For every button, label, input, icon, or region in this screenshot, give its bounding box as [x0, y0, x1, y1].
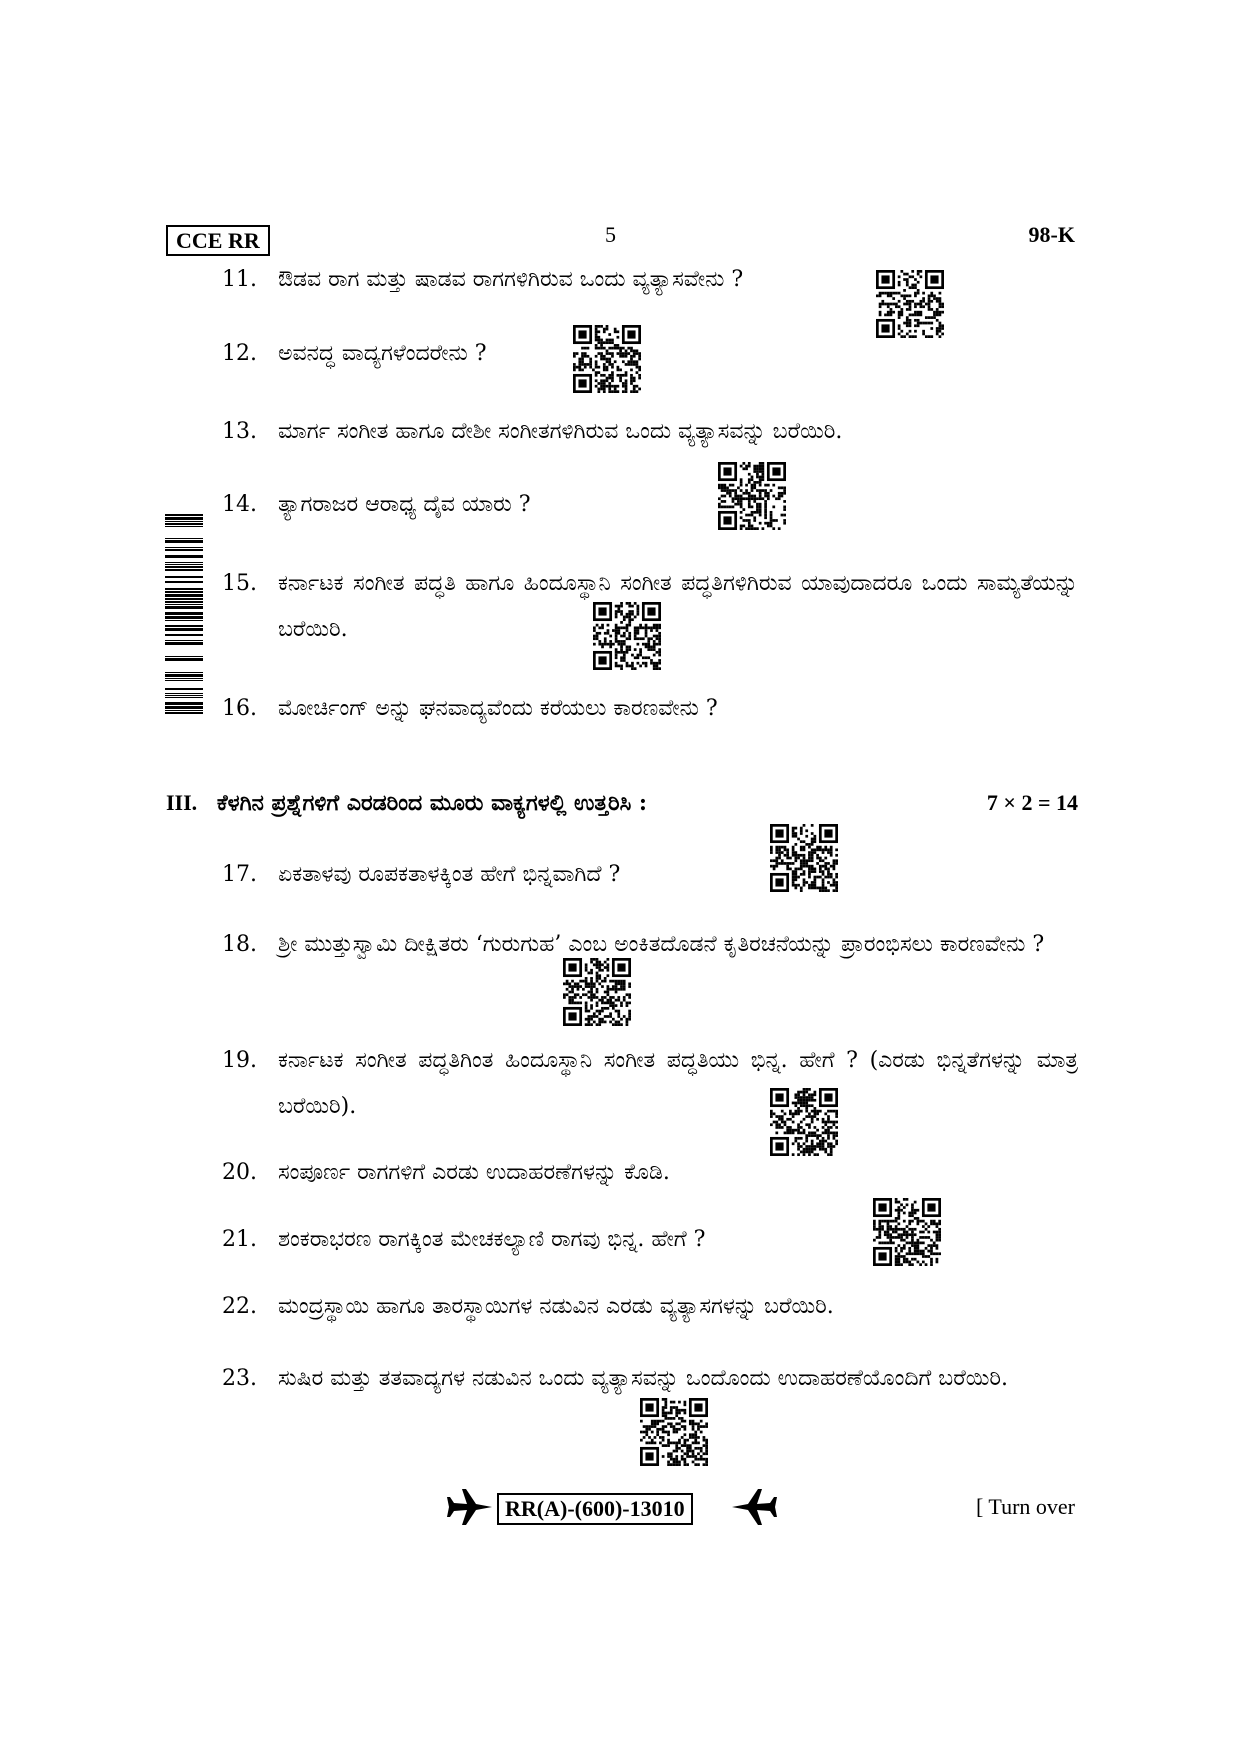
- airplane-right-icon: [730, 1487, 778, 1527]
- question-number: 15.: [222, 571, 257, 596]
- cce-rr-label: CCE RR: [166, 225, 270, 256]
- qr-code-icon: [563, 958, 631, 1026]
- question-11: [222, 257, 1078, 303]
- question-text: ಏಕತಾಳವು ರೂಪಕತಾಳಕ್ಕಿಂತ ಹೇಗೆ ಭಿನ್ನವಾಗಿದೆ ?: [278, 862, 621, 887]
- question-21: [222, 1217, 1078, 1263]
- question-number: 22.: [222, 1294, 257, 1319]
- question-number: 21.: [222, 1227, 257, 1252]
- question-text: ಕರ್ನಾಟಕ ಸಂಗೀತ ಪದ್ಧತಿಗಿಂತ ಹಿಂದೂಸ್ಥಾನಿ ಸಂಗೀತ ಪದ್ಧತಿಯು ಭಿನ್ನ. ಹೇಗೆ ? (ಎರಡು ಭಿನ್ನತೆಗಳನ್ನು ಮಾತ್ರ ಬರೆಯಿರಿ).: [278, 1048, 1078, 1119]
- question-12: [222, 331, 1078, 377]
- question-14: [222, 482, 1078, 528]
- question-text: ಶಂಕರಾಭರಣ ರಾಗಕ್ಕಿಂತ ಮೇಚಕಲ್ಯಾಣಿ ರಾಗವು ಭಿನ್ನ. ಹೇಗೆ ?: [278, 1227, 706, 1252]
- question-text: ತ್ಯಾಗರಾಜರ ಆರಾಧ್ಯ ದೈವ ಯಾರು ?: [278, 492, 531, 517]
- qr-code-icon: [873, 1198, 941, 1266]
- qr-code-icon: [593, 602, 661, 670]
- question-23: [222, 1356, 1078, 1402]
- question-number: 14.: [222, 492, 257, 517]
- airplane-left-icon: [446, 1487, 494, 1527]
- question-22: [222, 1284, 1078, 1330]
- question-number: 12.: [222, 341, 257, 366]
- qr-code-icon: [770, 1088, 838, 1156]
- question-20: [222, 1150, 1078, 1196]
- question-text: ಔಡವ ರಾಗ ಮತ್ತು ಷಾಡವ ರಾಗಗಳಿಗಿರುವ ಒಂದು ವ್ಯತ್ಯಾಸವೇನು ?: [278, 267, 744, 292]
- turn-over-label: [ Turn over: [975, 1494, 1075, 1519]
- paper-code: 98-K: [1028, 222, 1075, 247]
- question-text: ಮೋರ್ಚಿಂಗ್ ಅನ್ನು ಘನವಾದ್ಯವೆಂದು ಕರೆಯಲು ಕಾರಣವೇನು ?: [278, 696, 718, 721]
- qr-code-icon: [718, 462, 786, 530]
- question-text: ಅವನದ್ಧ ವಾದ್ಯಗಳೆಂದರೇನು ?: [278, 341, 487, 366]
- question-text: ಮಾರ್ಗ ಸಂಗೀತ ಹಾಗೂ ದೇಶೀ ಸಂಗೀತಗಳಿಗಿರುವ ಒಂದು ವ್ಯತ್ಯಾಸವನ್ನು ಬರೆಯಿರಿ.: [278, 419, 843, 444]
- qr-code-icon: [640, 1398, 708, 1466]
- question-number: 18.: [222, 932, 257, 957]
- question-19: [222, 1038, 1078, 1130]
- question-text: ಶ್ರೀ ಮುತ್ತುಸ್ವಾಮಿ ದೀಕ್ಷಿತರು ‘ಗುರುಗುಹ’ ಎಂಬ ಅಂಕಿತದೊಡನೆ ಕೃತಿರಚನೆಯನ್ನು ಪ್ರಾರಂಭಿಸಲು ಕಾರಣವೇನು ?: [278, 932, 1045, 957]
- qr-code-icon: [876, 270, 944, 338]
- question-number: 20.: [222, 1160, 257, 1185]
- question-text: ಮಂದ್ರಸ್ಥಾಯಿ ಹಾಗೂ ತಾರಸ್ಥಾಯಿಗಳ ನಡುವಿನ ಎರಡು ವ್ಯತ್ಯಾಸಗಳನ್ನು ಬರೆಯಿರಿ.: [278, 1294, 834, 1319]
- section-instruction: ಕೆಳಗಿನ ಪ್ರಶ್ನೆಗಳಿಗೆ ಎರಡರಿಂದ ಮೂರು ವಾಕ್ಯಗಳಲ್ಲಿ ಉತ್ತರಿಸಿ :: [216, 790, 648, 816]
- question-17: [222, 852, 1078, 898]
- page-number: 5: [605, 222, 616, 247]
- question-number: 13.: [222, 419, 257, 444]
- qr-code-icon: [770, 824, 838, 892]
- question-text: ಸುಷಿರ ಮತ್ತು ತತವಾದ್ಯಗಳ ನಡುವಿನ ಒಂದು ವ್ಯತ್ಯಾಸವನ್ನು ಒಂದೊಂದು ಉದಾಹರಣೆಯೊಂದಿಗೆ ಬರೆಯಿರಿ.: [278, 1366, 1008, 1391]
- question-number: 16.: [222, 696, 257, 721]
- question-text: ಕರ್ನಾಟಕ ಸಂಗೀತ ಪದ್ಧತಿ ಹಾಗೂ ಹಿಂದೂಸ್ಥಾನಿ ಸಂಗೀತ ಪದ್ಧತಿಗಳಿಗಿರುವ ಯಾವುದಾದರೂ ಒಂದು ಸಾಮ್ಯತೆಯನ್ನು ಬರೆಯಿರಿ.: [278, 571, 1078, 642]
- section-number: III.: [166, 790, 198, 815]
- question-number: 23.: [222, 1366, 257, 1391]
- section-heading: [166, 783, 1078, 823]
- qr-code-icon: [573, 325, 641, 393]
- question-number: 19.: [222, 1048, 257, 1073]
- question-number: 11.: [222, 267, 257, 292]
- question-number: 17.: [222, 862, 257, 887]
- question-18: [222, 922, 1078, 968]
- question-16: [222, 686, 1078, 732]
- question-text: ಸಂಪೂರ್ಣ ರಾಗಗಳಿಗೆ ಎರಡು ಉದಾಹರಣೆಗಳನ್ನು ಕೊಡಿ.: [278, 1160, 670, 1185]
- side-barcode: [165, 514, 203, 714]
- question-13: [222, 409, 1078, 455]
- footer-code: RR(A)-(600)-13010: [497, 1493, 693, 1525]
- section-marks: 7 × 2 = 14: [986, 790, 1078, 815]
